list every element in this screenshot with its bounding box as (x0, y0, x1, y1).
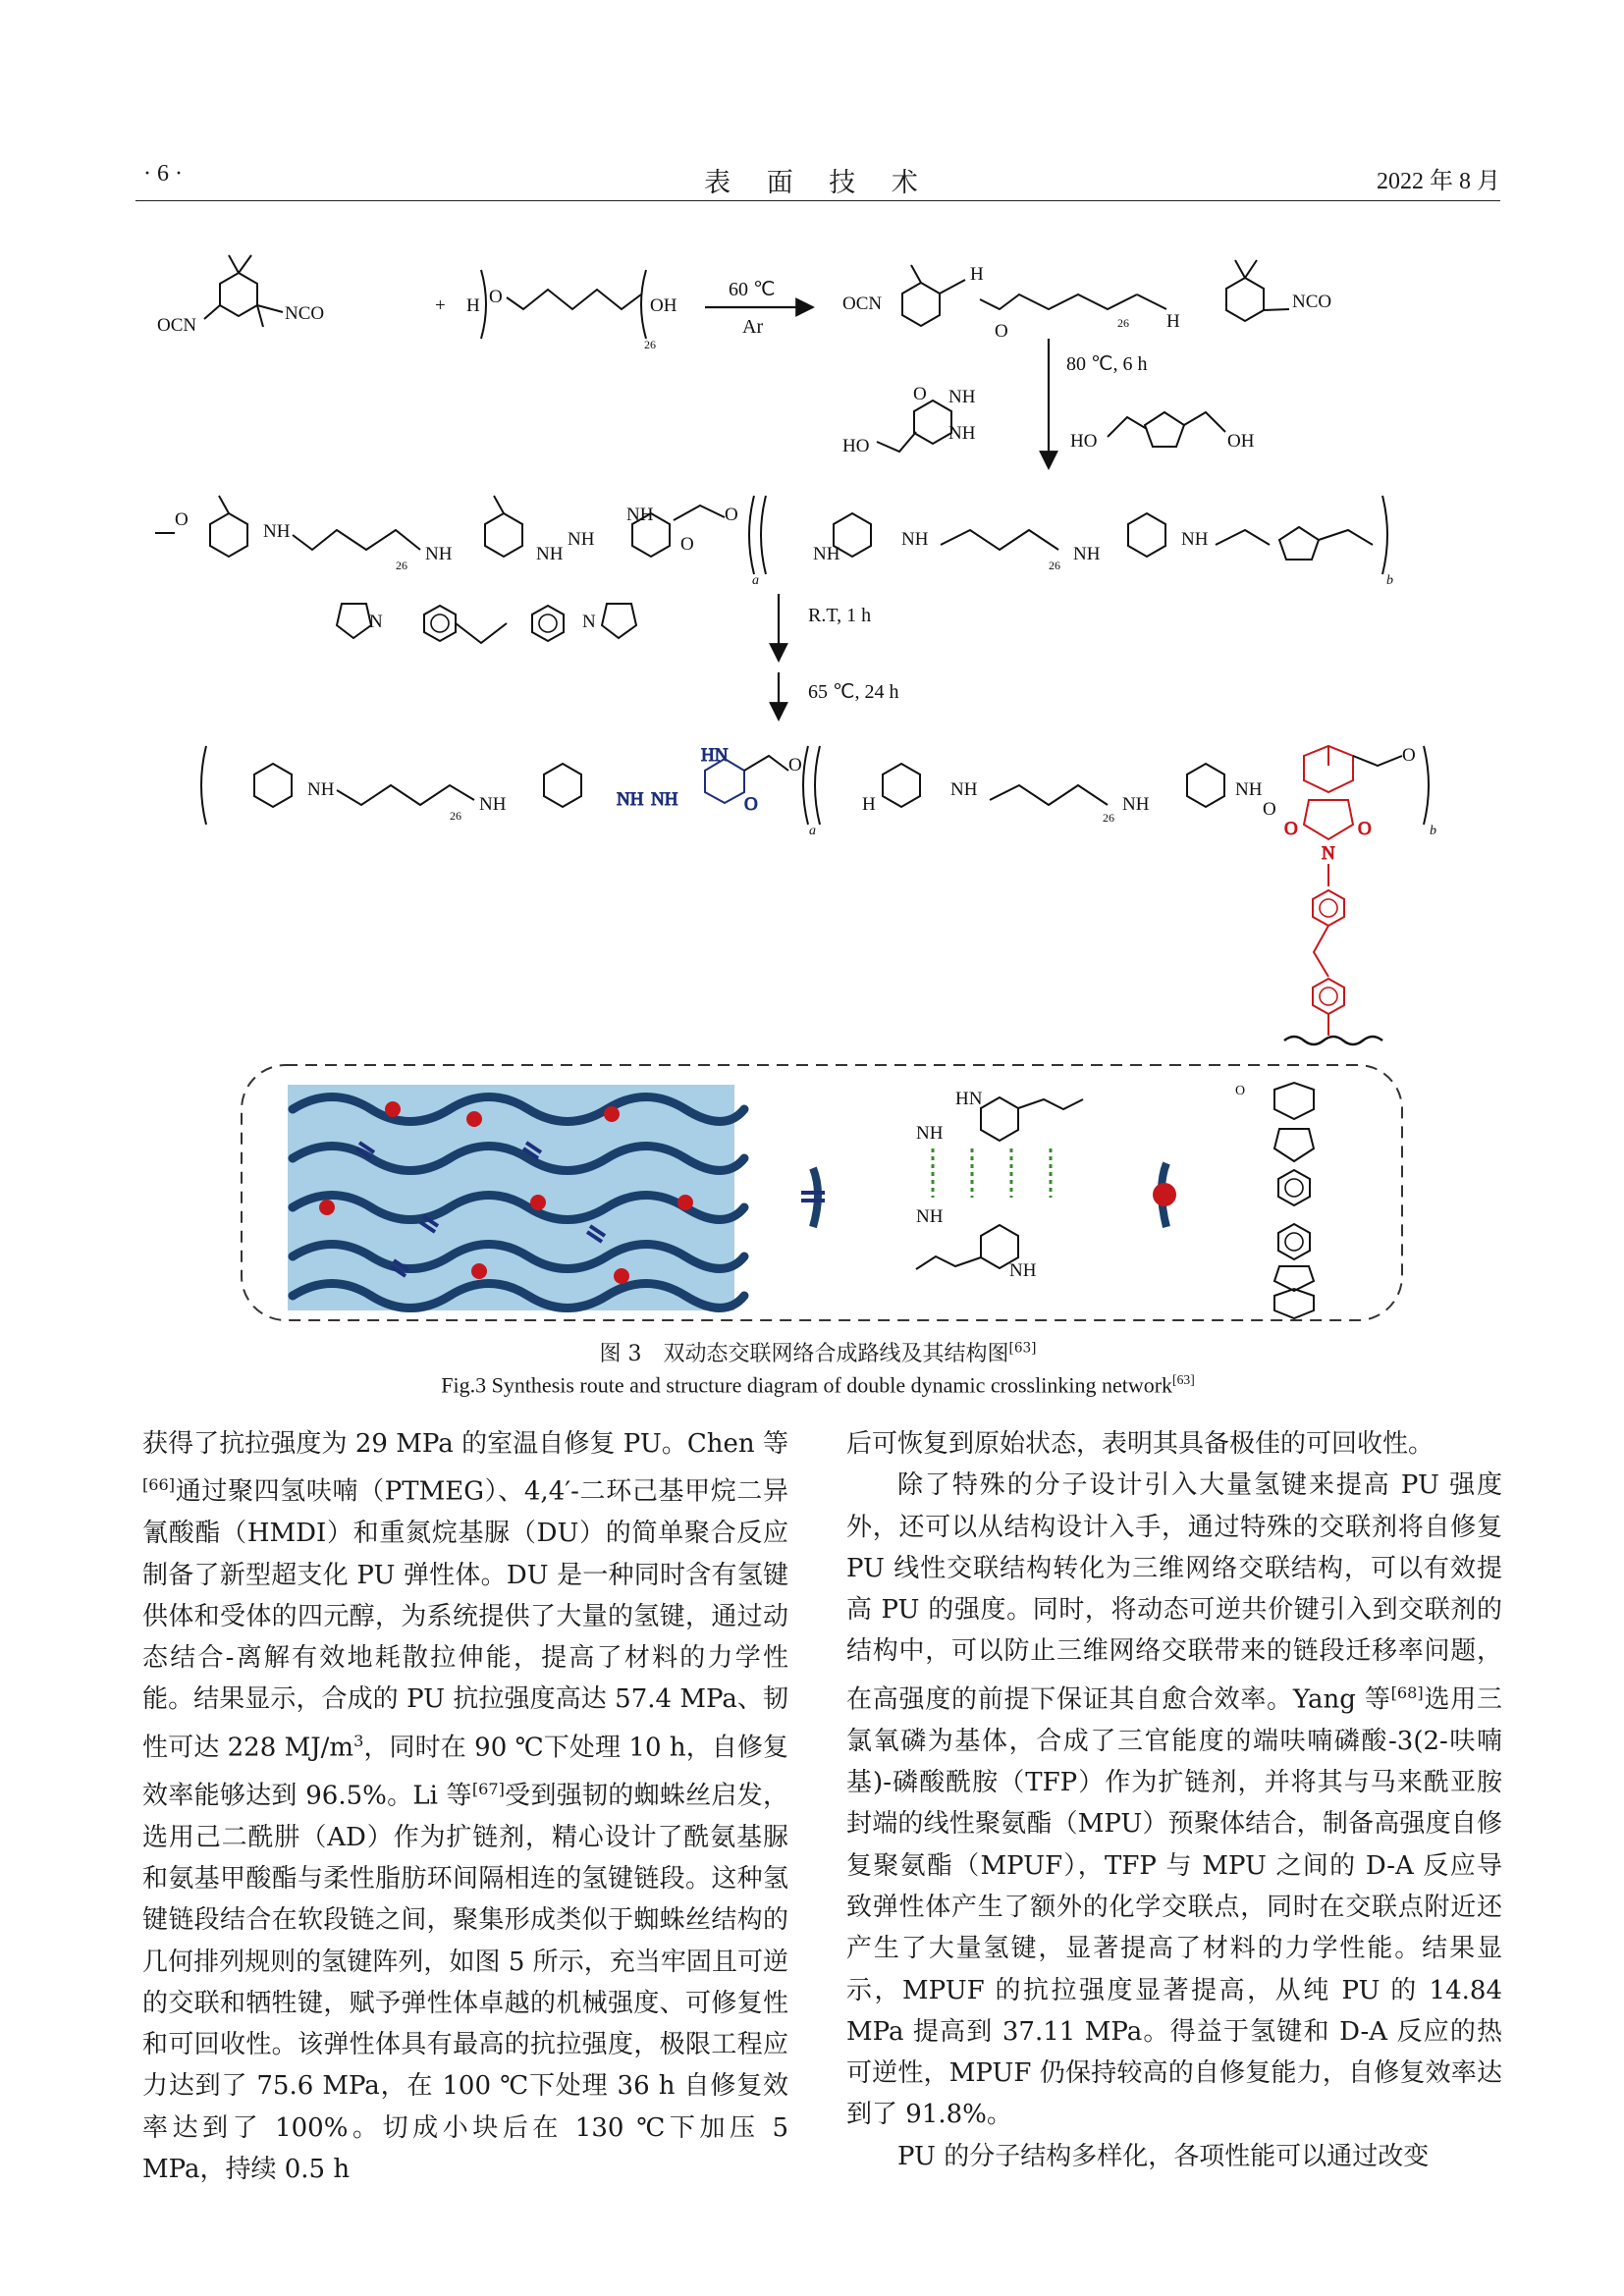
svg-text:NH: NH (536, 544, 564, 564)
page-header (135, 157, 1500, 196)
figure-caption-cn: 图 3 双动态交联网络合成路线及其结构图[63] (599, 1340, 1037, 1366)
svg-text:NH: NH (1122, 794, 1150, 815)
da-adduct-legend (1153, 1083, 1314, 1318)
paragraph: PU 的分子结构多样化，各项性能可以通过改变 (897, 2141, 1430, 2171)
svg-text:N: N (582, 612, 596, 632)
body-right-column (846, 1423, 1502, 2177)
paragraph: 后可恢复到原始状态，表明其具备极佳的可回收性。 (846, 1429, 1435, 1459)
svg-text:NH: NH (948, 423, 976, 444)
svg-text:NH: NH (425, 544, 453, 564)
svg-text:26: 26 (450, 809, 461, 823)
crosslinked-polymer (201, 745, 1436, 1044)
linear-polymer (155, 496, 1393, 588)
svg-text:O: O (175, 509, 189, 530)
upy-dimer-legend (801, 1089, 1083, 1281)
bismaleimide (337, 604, 636, 643)
journal-title: 表 面 技 术 (704, 168, 932, 198)
figure-caption-en: Fig.3 Synthesis route and structure diagram of double dynamic crosslinking network[63] (441, 1372, 1195, 1398)
condition-step1-atm: Ar (742, 316, 764, 338)
plus-sign: + (435, 295, 446, 316)
svg-text:NH: NH (916, 1123, 944, 1144)
svg-text:OH: OH (1227, 431, 1255, 452)
svg-text:NH: NH (901, 529, 929, 550)
svg-text:26: 26 (1117, 316, 1129, 330)
svg-text:N: N (369, 612, 383, 632)
ptmeg-molecule (466, 270, 677, 351)
svg-text:HO: HO (842, 436, 870, 456)
svg-text:HN: HN (955, 1089, 983, 1109)
svg-text:NCO: NCO (1292, 292, 1332, 312)
upy-monomer (842, 384, 976, 456)
svg-text:a: a (752, 573, 759, 588)
header-rule (135, 200, 1500, 201)
svg-text:O: O (725, 505, 738, 525)
network-schematic (288, 1085, 744, 1310)
svg-text:OH: OH (650, 295, 677, 316)
svg-text:NH: NH (651, 789, 678, 810)
prepolymer-molecule (842, 260, 1331, 342)
svg-text:HN: HN (701, 745, 729, 766)
svg-text:O: O (1358, 819, 1372, 839)
svg-text:O: O (1235, 1084, 1246, 1098)
svg-text:26: 26 (396, 559, 407, 572)
svg-text:NH: NH (1073, 544, 1101, 564)
condition-step2: 80 ℃, 6 h (1066, 353, 1148, 375)
svg-text:b: b (1430, 824, 1436, 838)
svg-text:O: O (680, 534, 694, 555)
svg-text:H: H (970, 264, 984, 285)
svg-text:NH: NH (307, 779, 335, 800)
svg-text:NH: NH (626, 505, 654, 525)
furan-diol (1070, 412, 1255, 452)
svg-text:NH: NH (479, 794, 507, 815)
svg-text:26: 26 (1103, 811, 1114, 825)
svg-text:O: O (1402, 745, 1416, 766)
figure-3 (135, 211, 1500, 1330)
svg-text:HO: HO (1070, 431, 1098, 452)
svg-text:26: 26 (1049, 559, 1060, 572)
svg-text:NH: NH (1181, 529, 1209, 550)
svg-text:N: N (1322, 843, 1335, 864)
svg-text:H: H (862, 794, 876, 815)
condition-step1-temp: 60 ℃ (729, 279, 776, 300)
condition-step4: 65 ℃, 24 h (808, 681, 899, 703)
svg-text:NH: NH (1235, 779, 1263, 800)
paragraph: 除了特殊的分子设计引入大量氢键来提高 PU 强度外，还可以从结构设计入手，通过特殊的交联剂将自修复 PU 线性交联结构转化为三维网络交联结构，可以有效提高 PU 的强度。同时，将动态可逆共价键引入到交联剂的结构中，可以防止三维网络交联带来的链段迁移率问题，在高强度的前提下保证其自愈合效率。Yang 等[68]选用三氯氧磷为基体，合成了三官能度的端呋喃磷酸-3(2-呋喃基)-磷酸酰胺（TFP）作为扩链剂，并将其与马来酰亚胺封端的线性聚氨酯（MPU）预聚体结合，制备高强度自修复聚氨酯（MPUF），TFP 与 MPU 之间的 D-A 反应导致弹性体产生了额外的化学交联点，同时在交联点附近还产生了大量氢键，显著提高了材料的力学性能。结果显示，MPUF 的抗拉强度显著提高，从纯 PU 的 14.84 MPa 提高到 37.11 MPa。得益于氢键和 D-A 反应的热可逆性，MPUF 仍保持较高的自修复能力，自修复效率达到了 91.8%。 (846, 1470, 1502, 2130)
condition-step3: R.T, 1 h (808, 605, 872, 626)
svg-text:O: O (489, 287, 503, 307)
svg-text:NH: NH (813, 544, 840, 564)
svg-text:NH: NH (617, 789, 644, 810)
paragraph: 获得了抗拉强度为 29 MPa 的室温自修复 PU。Chen 等[66]通过聚四氢呋喃（PTMEG）、4,4′-二环己基甲烷二异氰酸酯（HMDI）和重氮烷基脲（DU）的简单聚合反应制备了新型超支化 PU 弹性体。DU 是一种同时含有氢键供体和受体的四元醇，为系统提供了大量的氢键，通过动态结合-离解有效地耗散拉伸能，提高了材料的力学性能。结果显示，合成的 PU 抗拉强度高达 57.4 MPa、韧性可达 228 $MJ/m^3$，同时在 90 ℃下处理 10 h，自修复效率能够达到 96.5%。Li 等[67]受到强韧的蜘蛛丝启发，选用己二酰肼（AD）作为扩链剂，精心设计了酰氨基脲和氨基甲酸酯与柔性脂肪环间隔相连的氢键链段。这种氢键链段结合在软段链之间，聚集形成类似于蜘蛛丝结构的几何排列规则的氢键阵列，如图 5 所示，充当牢固且可逆的交联和牺牲键，赋予弹性体卓越的机械强度、可修复性和可回收性。该弹性体具有最高的抗拉强度，极限工程应力达到了 75.6 MPa，在 100 ℃下处理 36 h 自修复效率达到了 100%。切成小块后在 130 ℃下加压 5 MPa，持续 0.5 h (142, 1429, 788, 2185)
svg-text:O: O (788, 755, 802, 775)
svg-text:b: b (1386, 573, 1393, 588)
svg-text:NCO: NCO (285, 303, 325, 324)
svg-text:OCN: OCN (157, 315, 197, 336)
svg-text:H: H (1166, 311, 1180, 332)
svg-text:O: O (913, 384, 927, 404)
svg-text:O: O (1284, 819, 1298, 839)
synthesis-scheme (135, 211, 1500, 1330)
svg-text:NH: NH (950, 779, 978, 800)
svg-text:26: 26 (644, 338, 656, 351)
svg-text:NH: NH (263, 521, 291, 542)
svg-text:O: O (1263, 799, 1276, 820)
svg-text:H: H (466, 295, 480, 316)
page-number: · 6 · (143, 161, 183, 187)
svg-text:O: O (744, 794, 758, 815)
body-left-column (142, 1423, 788, 2190)
svg-text:NH: NH (948, 387, 976, 407)
ipdi-molecule (157, 255, 324, 336)
svg-text:NH: NH (916, 1206, 944, 1227)
svg-text:OCN: OCN (842, 294, 883, 314)
issue-date: 2022 年 8 月 (1377, 169, 1500, 194)
svg-text:NH: NH (1009, 1260, 1037, 1281)
svg-text:a: a (809, 824, 816, 838)
svg-text:O: O (995, 321, 1008, 342)
svg-text:NH: NH (568, 529, 595, 550)
